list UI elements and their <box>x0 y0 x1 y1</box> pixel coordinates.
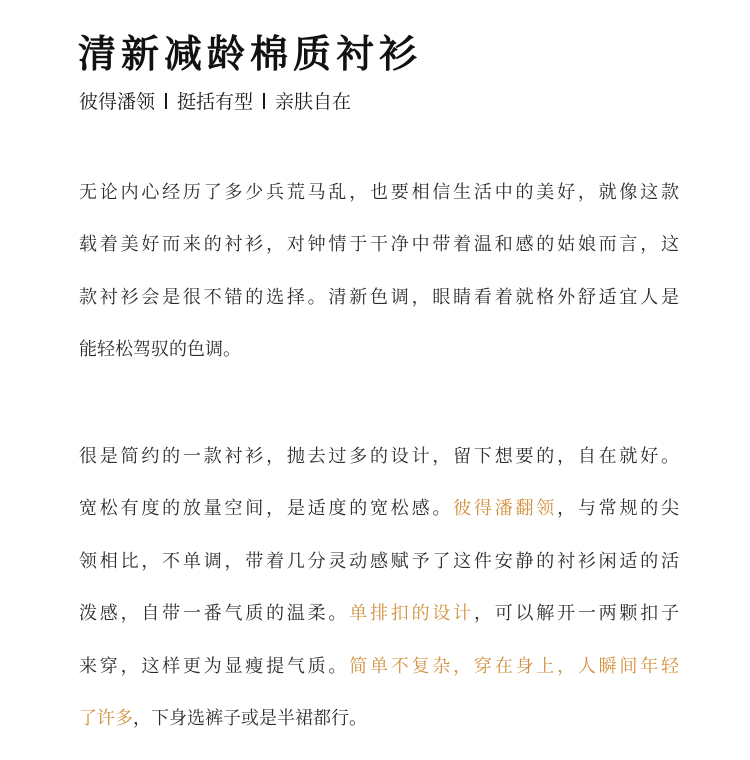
paragraph-line <box>79 324 679 376</box>
paragraph-line <box>79 272 679 324</box>
text-segment: 宽松有度的放量空间，是适度的宽松感。 <box>79 498 454 520</box>
text-segment: ，下身选裤子或是半裙都行。 <box>133 708 367 730</box>
feature-crisp: 挺括有型 <box>177 91 254 113</box>
text-segment: 来穿，这样更为显瘦提气质。 <box>79 655 350 677</box>
text-segment: 无论内心经历了多少兵荒马乱，也要相信生活中的美好，就像这款 <box>79 182 679 203</box>
text-segment: 能轻松驾驭的色调。 <box>79 339 241 361</box>
paragraph-line <box>79 536 679 588</box>
paragraph-line <box>79 588 679 640</box>
feature-collar: 彼得潘领 <box>79 91 156 113</box>
text-segment: 款衬衫会是很不错的选择。清新色调，眼睛看着就格外舒适宜人是 <box>79 286 679 308</box>
paragraph-line <box>79 167 679 219</box>
subtitle-features <box>79 88 351 116</box>
feature-separator <box>165 93 167 109</box>
highlight-simple-younger: 简单不复杂，穿在身上，人瞬间年轻 <box>349 655 680 677</box>
feature-separator <box>263 93 265 109</box>
paragraph-line <box>79 219 679 271</box>
page-title: 清新减龄棉质衬衫 <box>78 31 423 76</box>
paragraph-line <box>79 693 679 745</box>
paragraph-line <box>79 431 679 483</box>
paragraph-intro <box>79 167 679 377</box>
text-segment: 泼感，自带一番气质的温柔。 <box>79 603 350 625</box>
text-segment: 载着美好而来的衬衫，对钟情于干净中带着温和感的姑娘而言，这 <box>79 234 679 256</box>
highlight-single-breasted: 单排扣的设计 <box>349 603 474 625</box>
paragraph-line <box>79 483 679 535</box>
text-segment: ，可以解开一两颗扣子 <box>473 603 680 625</box>
highlight-simple-younger-cont: 了许多 <box>79 708 133 730</box>
feature-comfort: 亲肤自在 <box>275 91 352 113</box>
paragraph-design <box>79 431 679 745</box>
text-segment: 领相比，不单调，带着几分灵动感赋予了这件安静的衬衫闲适的活 <box>79 550 679 572</box>
paragraph-line <box>79 641 679 693</box>
highlight-peter-pan-collar: 彼得潘翻领 <box>453 498 558 520</box>
text-segment: ，与常规的尖 <box>557 498 680 520</box>
text-segment: 很是简约的一款衬衫，抛去过多的设计，留下想要的，自在就好。 <box>79 446 679 467</box>
